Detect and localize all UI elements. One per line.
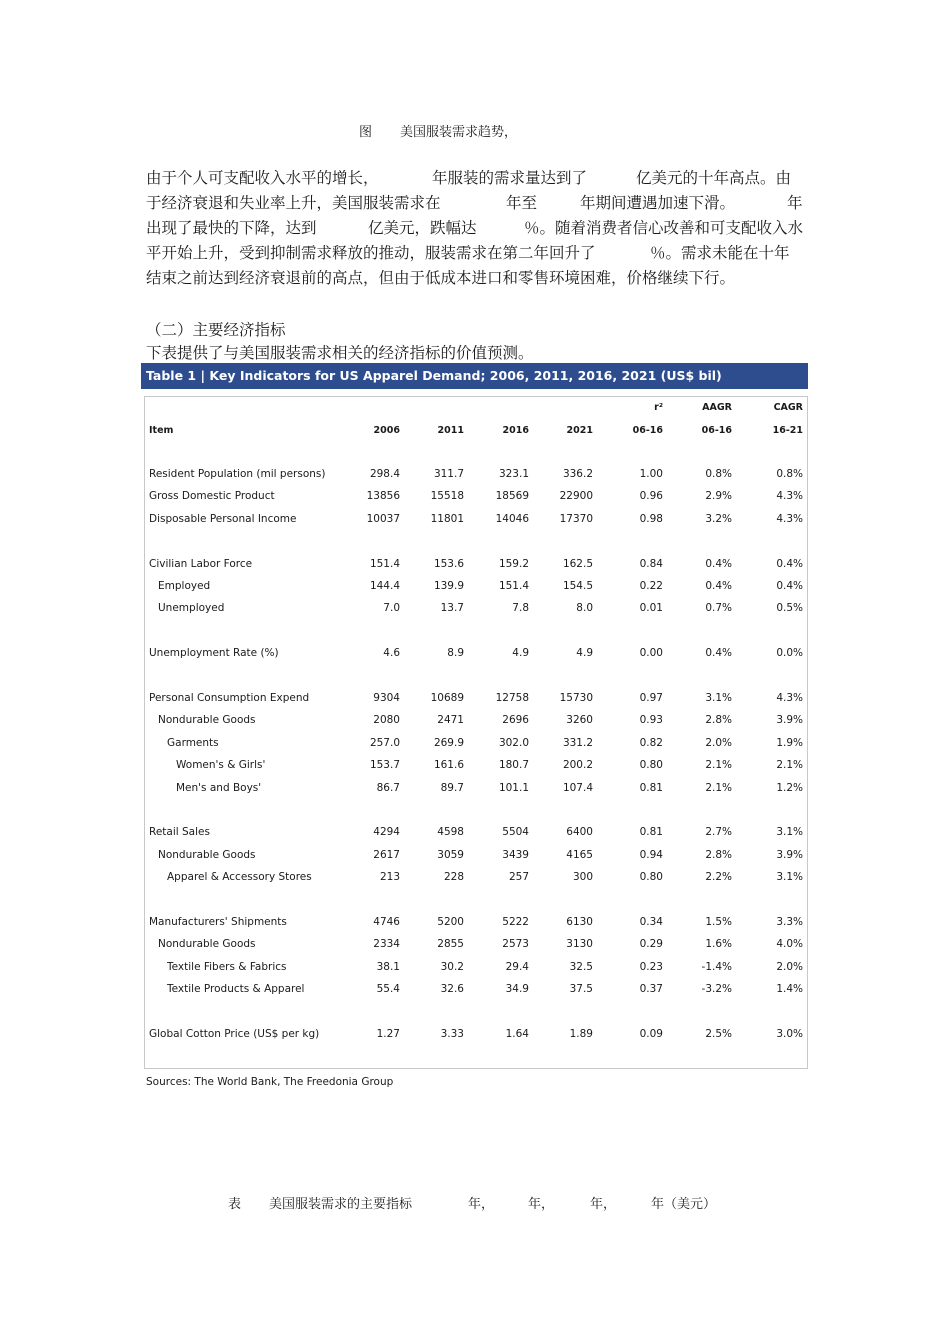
table-cell: -3.2% <box>701 983 732 995</box>
section-intro-text: 下表提供了与美国服装需求相关的经济指标的价值预测。 <box>146 344 534 362</box>
paragraph-text: 亿美元的十年高点。由 <box>636 169 792 187</box>
row-label: Manufacturers' Shipments <box>149 916 287 928</box>
table-cell: 1.9% <box>776 737 803 749</box>
table-cell: 228 <box>443 871 464 883</box>
table-cell: 13856 <box>366 490 400 502</box>
column-header: 06-16 <box>701 425 732 436</box>
table-cell: 3260 <box>566 714 593 726</box>
row-label: Retail Sales <box>149 826 210 838</box>
paragraph-text: 结束之前达到经济衰退前的高点，但由于低成本进口和零售环境困难，价格继续下行。 <box>146 269 736 287</box>
table-cell: 4.9 <box>512 647 529 659</box>
table-cell: 1.27 <box>376 1028 400 1040</box>
column-header: 16-21 <box>772 425 803 436</box>
table-cell: 3.33 <box>440 1028 464 1040</box>
table-cell: 0.4% <box>776 558 803 570</box>
paragraph-text: ％。需求未能在十年 <box>650 244 790 262</box>
table-cell: 15518 <box>430 490 464 502</box>
table-cell: 153.7 <box>369 759 400 771</box>
table-cell: 0.93 <box>639 714 663 726</box>
table-cell: 0.4% <box>705 580 732 592</box>
table-cell: 4165 <box>566 849 593 861</box>
table-cell: 3.1% <box>705 692 732 704</box>
table-cell: 0.00 <box>639 647 663 659</box>
table-cell: 107.4 <box>562 782 593 794</box>
table-cell: 89.7 <box>440 782 464 794</box>
figure-label: 图 <box>359 125 373 140</box>
table-cell: 34.9 <box>505 983 529 995</box>
row-label: Disposable Personal Income <box>149 513 297 525</box>
table-cell: 0.8% <box>776 468 803 480</box>
table-cell: 4.3% <box>776 513 803 525</box>
table-cell: 200.2 <box>562 759 593 771</box>
column-header: 06-16 <box>632 425 663 436</box>
table-cell: 2.0% <box>705 737 732 749</box>
table-cell: 0.29 <box>639 938 663 950</box>
table-cell: 13.7 <box>440 602 464 614</box>
table-cell: 323.1 <box>498 468 529 480</box>
table-cell: 55.4 <box>376 983 400 995</box>
table-cell: 3.1% <box>776 826 803 838</box>
table-cell: 0.8% <box>705 468 732 480</box>
table-cell: 159.2 <box>498 558 529 570</box>
table-cell: 4.3% <box>776 692 803 704</box>
table-caption-label: 表 <box>228 1197 242 1212</box>
table-cell: -1.4% <box>701 961 732 973</box>
table-cell: 8.9 <box>447 647 464 659</box>
row-label: Unemployed <box>158 602 225 614</box>
paragraph-text: 由于个人可支配收入水平的增长， <box>146 169 379 187</box>
table-cell: 0.4% <box>776 580 803 592</box>
table-cell: 0.4% <box>705 647 732 659</box>
table-cell: 0.23 <box>639 961 663 973</box>
row-label: Employed <box>158 580 211 592</box>
table-cell: 10037 <box>366 513 400 525</box>
column-header: r² <box>654 402 663 413</box>
row-label: Textile Fibers & Fabrics <box>167 961 287 973</box>
figure-title: 美国服装需求趋势， <box>400 125 518 140</box>
table-cell: 2617 <box>373 849 400 861</box>
table-cell: 14046 <box>495 513 529 525</box>
table-cell: 4.6 <box>383 647 400 659</box>
table-cell: 161.6 <box>433 759 464 771</box>
table-cell: 4294 <box>373 826 400 838</box>
table-cell: 4.0% <box>776 938 803 950</box>
table-caption-part: 年， <box>468 1197 495 1212</box>
table-cell: 4.9 <box>576 647 593 659</box>
table-cell: 2.8% <box>705 714 732 726</box>
row-label: Apparel & Accessory Stores <box>167 871 312 883</box>
table-cell: 9304 <box>373 692 400 704</box>
table-cell: 2855 <box>437 938 464 950</box>
column-header: 2006 <box>373 425 400 436</box>
table-cell: 32.6 <box>440 983 464 995</box>
table-cell: 257.0 <box>369 737 400 749</box>
table-cell: 0.34 <box>639 916 663 928</box>
table-cell: 180.7 <box>498 759 529 771</box>
table-cell: 300 <box>572 871 593 883</box>
table-cell: 2.1% <box>776 759 803 771</box>
table-cell: 1.2% <box>776 782 803 794</box>
row-label: Men's and Boys' <box>176 782 262 794</box>
table-cell: 3.0% <box>776 1028 803 1040</box>
table-cell: 331.2 <box>562 737 593 749</box>
row-label: Resident Population (mil persons) <box>149 468 326 480</box>
table-cell: 3059 <box>437 849 464 861</box>
column-header: 2016 <box>502 425 529 436</box>
table-cell: 2080 <box>373 714 400 726</box>
table-cell: 0.81 <box>639 826 663 838</box>
table-cell: 3.9% <box>776 714 803 726</box>
table-cell: 2.1% <box>705 759 732 771</box>
table-cell: 0.96 <box>639 490 663 502</box>
table-cell: 0.97 <box>639 692 663 704</box>
table-cell: 7.0 <box>383 602 400 614</box>
table-cell: 269.9 <box>433 737 464 749</box>
table-cell: 0.82 <box>639 737 663 749</box>
table-cell: 18569 <box>495 490 529 502</box>
table-cell: 3.3% <box>776 916 803 928</box>
table-cell: 153.6 <box>433 558 464 570</box>
table-cell: 2.7% <box>705 826 732 838</box>
table-cell: 1.6% <box>705 938 732 950</box>
table-cell: 0.5% <box>776 602 803 614</box>
paragraph-text: 出现了最快的下降，达到 <box>146 219 317 237</box>
table-cell: 1.4% <box>776 983 803 995</box>
table-title-bar: Table 1 | Key Indicators for US Apparel Demand; 2006, 2011, 2016, 2021 (US$ bil) <box>141 363 808 389</box>
table-cell: 1.64 <box>505 1028 529 1040</box>
table-cell: 6400 <box>566 826 593 838</box>
table-caption-part: 年， <box>528 1197 555 1212</box>
table-cell: 0.81 <box>639 782 663 794</box>
table-cell: 0.37 <box>639 983 663 995</box>
column-header: 2021 <box>566 425 593 436</box>
paragraph-text: 亿美元，跌幅达 <box>368 219 477 237</box>
table-cell: 162.5 <box>562 558 593 570</box>
section-heading: （二）主要经济指标 <box>146 321 286 339</box>
table-cell: 151.4 <box>369 558 400 570</box>
table-cell: 2573 <box>502 938 529 950</box>
table-cell: 2.8% <box>705 849 732 861</box>
row-label: Civilian Labor Force <box>149 558 253 570</box>
table-cell: 2471 <box>437 714 464 726</box>
paragraph-text: 年期间遭遇加速下滑。 <box>580 194 736 212</box>
table-cell: 257 <box>508 871 529 883</box>
table-cell: 8.0 <box>576 602 593 614</box>
table-cell: 38.1 <box>376 961 400 973</box>
table-cell: 11801 <box>430 513 464 525</box>
row-label: Textile Products & Apparel <box>167 983 305 995</box>
table-cell: 311.7 <box>433 468 464 480</box>
column-header: 2011 <box>437 425 464 436</box>
table-cell: 5504 <box>502 826 529 838</box>
table-cell: 0.80 <box>639 871 663 883</box>
paragraph-text: 平开始上升，受到抑制需求释放的推动，服装需求在第二年回升了 <box>146 244 596 262</box>
table-cell: 6130 <box>566 916 593 928</box>
table-cell: 0.01 <box>639 602 663 614</box>
column-header: Item <box>149 425 174 436</box>
table-cell: 3130 <box>566 938 593 950</box>
table-cell: 29.4 <box>505 961 529 973</box>
table-cell: 2.0% <box>776 961 803 973</box>
table-sources: Sources: The World Bank, The Freedonia Group <box>146 1076 394 1088</box>
table-cell: 5222 <box>502 916 529 928</box>
table-cell: 0.7% <box>705 602 732 614</box>
table-cell: 22900 <box>559 490 593 502</box>
table-cell: 37.5 <box>569 983 593 995</box>
table-cell: 3439 <box>502 849 529 861</box>
table-caption-title: 美国服装需求的主要指标 <box>269 1197 413 1212</box>
row-label: Gross Domestic Product <box>149 490 275 502</box>
table-cell: 86.7 <box>376 782 400 794</box>
table-caption-part: 年， <box>590 1197 617 1212</box>
column-header: AAGR <box>702 402 732 413</box>
table-cell: 151.4 <box>498 580 529 592</box>
column-header: CAGR <box>773 402 803 413</box>
table-cell: 12758 <box>495 692 529 704</box>
table-cell: 101.1 <box>498 782 529 794</box>
table-cell: 2.2% <box>705 871 732 883</box>
table-cell: 10689 <box>430 692 464 704</box>
paragraph-text: 年服装的需求量达到了 <box>432 169 588 187</box>
table-cell: 4746 <box>373 916 400 928</box>
table-cell: 15730 <box>559 692 593 704</box>
table-cell: 0.4% <box>705 558 732 570</box>
table-cell: 1.5% <box>705 916 732 928</box>
table-cell: 0.84 <box>639 558 663 570</box>
row-label: Nondurable Goods <box>158 849 256 861</box>
row-label: Garments <box>167 737 219 749</box>
indicators-table <box>148 0 808 1100</box>
paragraph-text: 于经济衰退和失业率上升，美国服装需求在 <box>146 194 441 212</box>
table-cell: 30.2 <box>440 961 464 973</box>
table-cell: 0.22 <box>639 580 663 592</box>
paragraph-text: 年 <box>787 194 803 212</box>
table-cell: 213 <box>379 871 400 883</box>
table-cell: 298.4 <box>369 468 400 480</box>
table-cell: 2334 <box>373 938 400 950</box>
paragraph-text: ％。随着消费者信心改善和可支配收入水 <box>524 219 804 237</box>
table-cell: 4598 <box>437 826 464 838</box>
table-cell: 0.09 <box>639 1028 663 1040</box>
table-cell: 17370 <box>559 513 593 525</box>
table-cell: 2.1% <box>705 782 732 794</box>
paragraph-text: 年至 <box>506 194 538 212</box>
table-cell: 7.8 <box>512 602 529 614</box>
row-label: Women's & Girls' <box>176 759 266 771</box>
table-cell: 154.5 <box>562 580 593 592</box>
table-cell: 2.9% <box>705 490 732 502</box>
table-cell: 1.89 <box>569 1028 593 1040</box>
row-label: Global Cotton Price (US$ per kg) <box>149 1028 320 1040</box>
table-cell: 3.9% <box>776 849 803 861</box>
table-cell: 0.94 <box>639 849 663 861</box>
table-cell: 302.0 <box>498 737 529 749</box>
row-label: Nondurable Goods <box>158 714 256 726</box>
table-cell: 32.5 <box>569 961 593 973</box>
table-cell: 139.9 <box>433 580 464 592</box>
table-cell: 3.2% <box>705 513 732 525</box>
table-cell: 5200 <box>437 916 464 928</box>
table-cell: 144.4 <box>369 580 400 592</box>
row-label: Unemployment Rate (%) <box>149 647 279 659</box>
table-cell: 336.2 <box>562 468 593 480</box>
row-label: Personal Consumption Expend <box>149 692 310 704</box>
table-cell: 0.0% <box>776 647 803 659</box>
row-label: Nondurable Goods <box>158 938 256 950</box>
table-cell: 0.98 <box>639 513 663 525</box>
table-caption-part: 年（美元） <box>651 1197 717 1212</box>
table-cell: 1.00 <box>639 468 663 480</box>
table-cell: 4.3% <box>776 490 803 502</box>
table-cell: 2.5% <box>705 1028 732 1040</box>
table-cell: 2696 <box>502 714 529 726</box>
table-cell: 3.1% <box>776 871 803 883</box>
table-cell: 0.80 <box>639 759 663 771</box>
